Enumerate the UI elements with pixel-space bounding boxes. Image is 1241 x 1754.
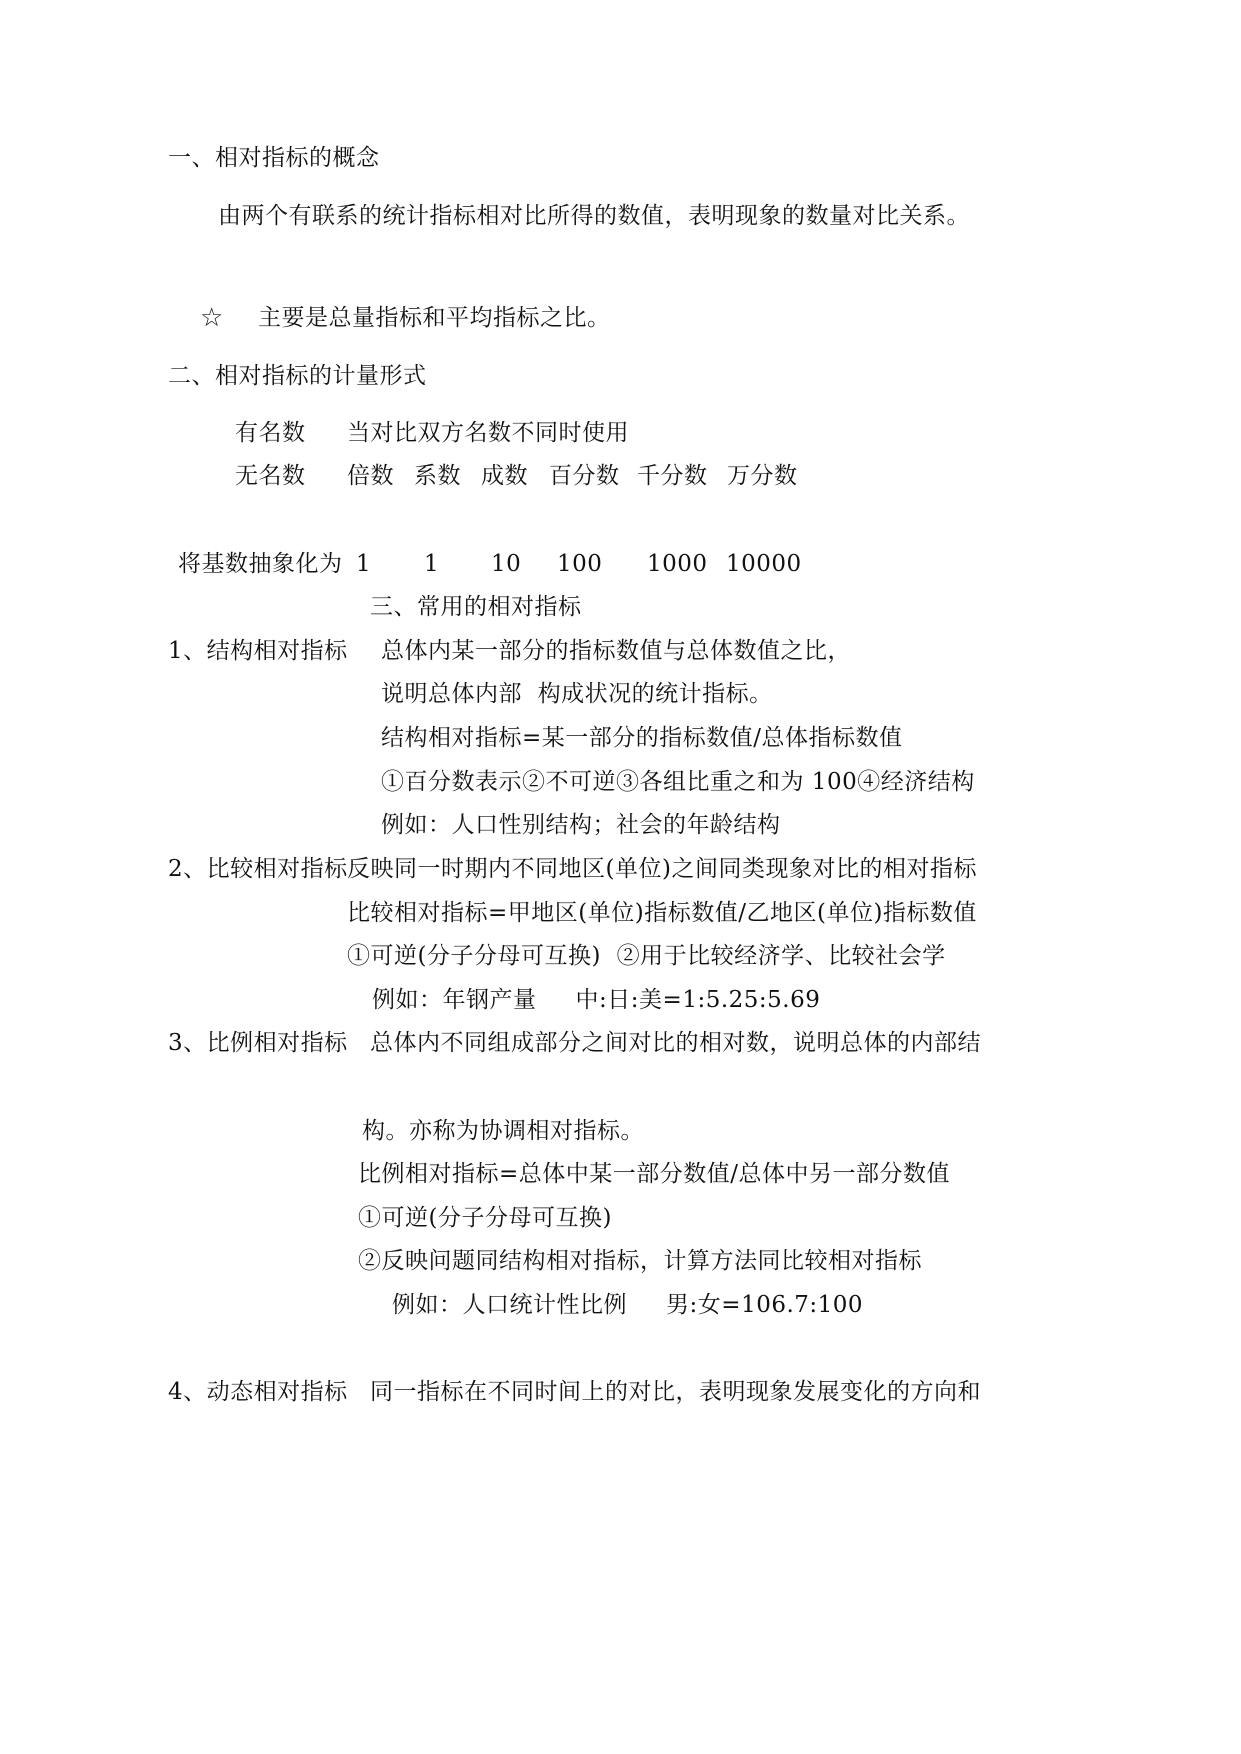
unnamed-form-item: 系数 [414, 463, 461, 489]
base-value: 1 [424, 551, 440, 577]
section2-heading: 二、相对指标的计量形式 [168, 363, 427, 389]
item-line: 同一指标在不同时间上的对比，表明现象发展变化的方向和 [370, 1379, 981, 1405]
item-line: ①可逆(分子分母可互换) ②用于比较经济学、比较社会学 [347, 943, 946, 969]
base-abstraction-label: 将基数抽象化为 [178, 551, 343, 577]
base-value: 100 [557, 551, 603, 577]
unnamed-form-item: 倍数 [347, 463, 394, 489]
unnamed-form-item: 千分数 [637, 463, 708, 489]
named-number-desc: 当对比双方名数不同时使用 [347, 420, 629, 446]
section1-note: 主要是总量指标和平均指标之比。 [258, 305, 611, 331]
item-line: 例如：人口性别结构；社会的年龄结构 [381, 812, 781, 838]
item-title: 3、比例相对指标 [168, 1030, 348, 1056]
item-line: ①可逆(分子分母可互换) [358, 1205, 612, 1231]
base-value: 1 [356, 551, 372, 577]
item-line: 反映同一时期内不同地区(单位)之间同类现象对比的相对指标 [347, 856, 977, 882]
base-value: 10 [491, 551, 522, 577]
item-title: 2、比较相对指标 [168, 856, 348, 882]
base-value: 1000 [647, 551, 708, 577]
item-line: 说明总体内部 构成状况的统计指标。 [381, 681, 773, 707]
base-value: 10000 [726, 551, 802, 577]
item-line: 结构相对指标=某一部分的指标数值/总体指标数值 [381, 725, 903, 751]
item-line: 例如：人口统计性比例 男:女=106.7:100 [392, 1292, 864, 1318]
section1-heading: 一、相对指标的概念 [168, 145, 380, 171]
unnamed-form-item: 万分数 [727, 463, 798, 489]
item-title: 4、动态相对指标 [168, 1379, 348, 1405]
item-line: 例如：年钢产量 中:日:美=1:5.25:5.69 [372, 987, 821, 1013]
item-line: 总体内某一部分的指标数值与总体数值之比， [381, 638, 851, 664]
item-line: 总体内不同组成部分之间对比的相对数，说明总体的内部结 [370, 1030, 981, 1056]
unnamed-form-item: 成数 [481, 463, 528, 489]
section3-heading: 三、常用的相对指标 [370, 594, 582, 620]
item-line: ②反映问题同结构相对指标，计算方法同比较相对指标 [358, 1248, 922, 1274]
named-number-label: 有名数 [235, 420, 306, 446]
section1-definition: 由两个有联系的统计指标相对比所得的数值，表明现象的数量对比关系。 [218, 203, 970, 229]
star-icon: ☆ [200, 303, 224, 333]
item-line: 构。亦称为协调相对指标。 [362, 1118, 644, 1144]
item-title: 1、结构相对指标 [168, 638, 348, 664]
unnamed-form-item: 百分数 [549, 463, 620, 489]
item-line: 比较相对指标=甲地区(单位)指标数值/乙地区(单位)指标数值 [347, 900, 977, 926]
unnamed-number-label: 无名数 [235, 463, 306, 489]
item-line: ①百分数表示②不可逆③各组比重之和为 100④经济结构 [381, 769, 975, 795]
item-line: 比例相对指标=总体中某一部分数值/总体中另一部分数值 [358, 1161, 951, 1187]
